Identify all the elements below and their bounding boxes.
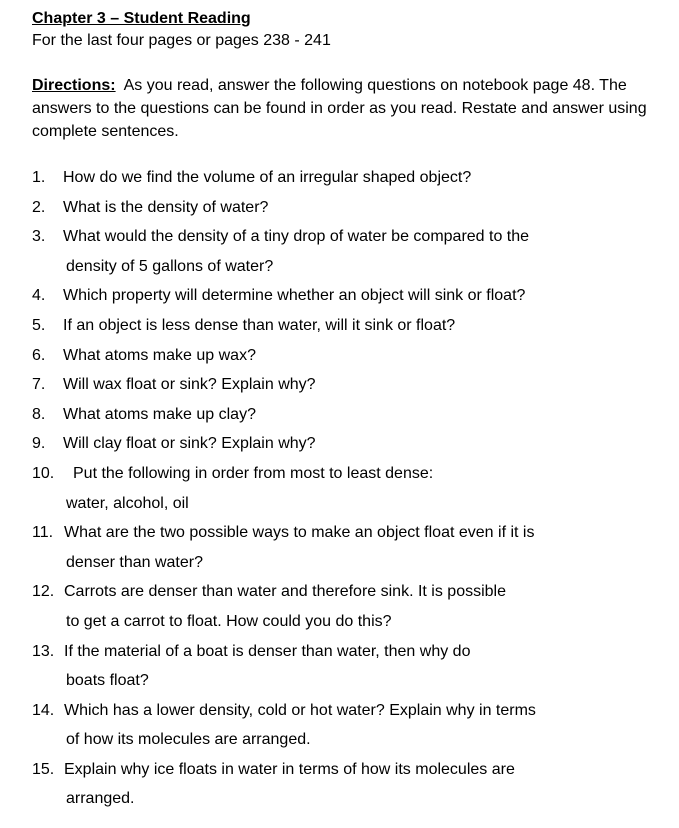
- question-number: 1.: [32, 169, 46, 186]
- question-number: 10.: [32, 464, 55, 482]
- question-item: [32, 521, 662, 551]
- question-number: 14.: [32, 701, 55, 719]
- question-item: [32, 166, 662, 196]
- question-text-continued: of how its molecules are arranged.: [66, 731, 311, 749]
- question-number: 11.: [32, 524, 54, 542]
- question-text: What atoms make up clay?: [63, 405, 256, 423]
- question-number: 6.: [32, 346, 46, 364]
- question-text: Carrots are denser than water and therefore sink. It is possible: [64, 583, 506, 601]
- question-text: What is the density of water?: [63, 198, 269, 216]
- question-number: 7.: [32, 376, 46, 394]
- question-continuation: [32, 551, 662, 581]
- question-text-continued: arranged.: [66, 790, 135, 808]
- question-item: [32, 699, 662, 729]
- page-title: Chapter 3 – Student Reading: [32, 10, 251, 27]
- question-text: Explain why ice floats in water in terms of how its molecules are: [64, 760, 515, 778]
- question-item: [32, 580, 662, 610]
- question-text-continued: boats float?: [66, 672, 149, 690]
- question-number: 8.: [32, 405, 46, 423]
- directions-label: Directions:: [32, 77, 116, 94]
- question-item: [32, 314, 662, 344]
- question-text: If the material of a boat is denser than water, then why do: [64, 642, 471, 660]
- question-item: [32, 403, 662, 433]
- question-text: What atoms make up wax?: [63, 346, 256, 364]
- question-item: [32, 373, 662, 403]
- question-number: 15.: [32, 760, 55, 778]
- question-text: If an object is less dense than water, will it sink or float?: [63, 316, 456, 334]
- question-text: What would the density of a tiny drop of water be compared to the: [63, 228, 530, 246]
- question-text: Will clay float or sink? Explain why?: [63, 435, 316, 453]
- question-continuation: [32, 787, 662, 817]
- question-item: [32, 640, 662, 670]
- question-number: 2.: [32, 198, 46, 216]
- question-number: 3.: [32, 228, 46, 246]
- question-item: [32, 344, 662, 374]
- question-item: [32, 758, 662, 788]
- directions-paragraph: [32, 74, 662, 143]
- question-continuation: [32, 728, 662, 758]
- question-text-continued: denser than water?: [66, 553, 203, 571]
- question-item: [32, 196, 662, 226]
- question-text-continued: to get a carrot to float. How could you do this?: [66, 612, 392, 630]
- question-text: What are the two possible ways to make an object float even if it is: [64, 524, 535, 542]
- question-number: 5.: [32, 316, 46, 334]
- question-text: Which has a lower density, cold or hot water? Explain why in terms: [64, 701, 536, 719]
- question-number: 12.: [32, 583, 55, 601]
- question-text: Which property will determine whether an object will sink or float?: [63, 287, 526, 305]
- question-list: [32, 166, 662, 817]
- question-continuation: [32, 255, 662, 285]
- question-continuation: [32, 610, 662, 640]
- directions-text: As you read, answer the following questions on notebook page 48. The answers to the questions can be found in order as you read. Restate and answer using complete sentences.: [32, 77, 647, 140]
- question-text: Put the following in order from most to least dense:: [73, 464, 434, 482]
- question-number: 9.: [32, 435, 46, 453]
- page-subtitle: For the last four pages or pages 238 - 241: [32, 32, 331, 49]
- question-text: Will wax float or sink? Explain why?: [63, 376, 316, 394]
- question-text: How do we find the volume of an irregular shaped object?: [63, 169, 472, 186]
- question-number: 4.: [32, 287, 46, 305]
- question-text-continued: density of 5 gallons of water?: [66, 257, 274, 275]
- question-number: 13.: [32, 642, 55, 660]
- question-text-continued: water, alcohol, oil: [66, 494, 189, 512]
- question-item: [32, 432, 662, 462]
- question-item: [32, 284, 662, 314]
- question-item: [32, 462, 662, 492]
- question-continuation: [32, 492, 662, 522]
- document-page: [32, 8, 662, 808]
- question-item: [32, 225, 662, 255]
- question-continuation: [32, 669, 662, 699]
